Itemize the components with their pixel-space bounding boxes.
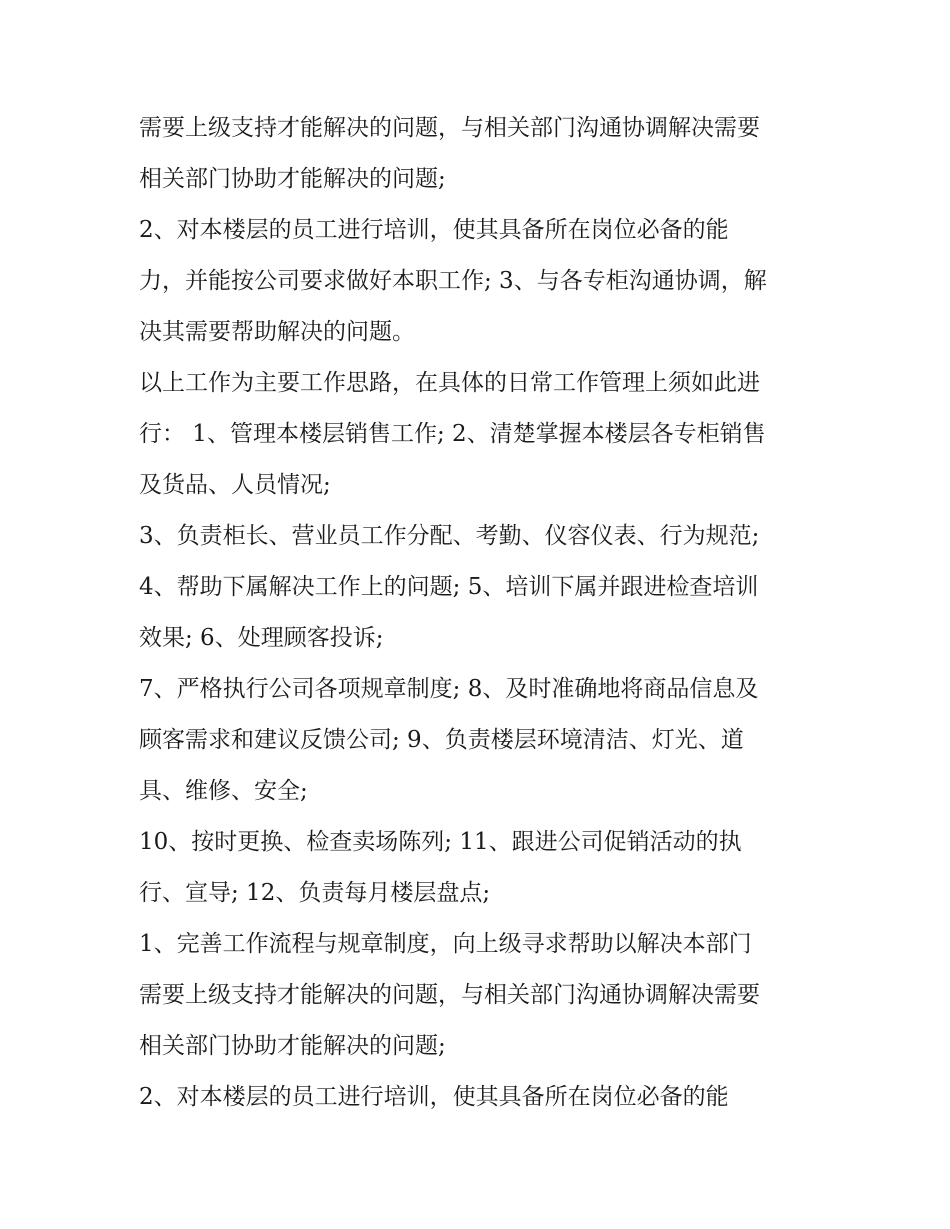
text-line: 相关部门协助才能解决的问题; — [139, 166, 446, 192]
text-line: 行： 1、管理本楼层销售工作; 2、清楚掌握本楼层各专柜销售 — [139, 421, 766, 447]
text-line: 3、负责柜长、营业员工作分配、考勤、仪容仪表、行为规范; — [139, 523, 760, 549]
text-line: 相关部门协助才能解决的问题; — [139, 1033, 446, 1059]
text-line: 及货品、人员情况; — [139, 472, 331, 498]
text-line: 需要上级支持才能解决的问题，与相关部门沟通协调解决需要 — [139, 115, 760, 141]
text-line: 效果; 6、处理顾客投诉; — [139, 625, 384, 651]
text-line: 1、完善工作流程与规章制度，向上级寻求帮助以解决本部门 — [139, 931, 752, 957]
text-line: 7、严格执行公司各项规章制度; 8、及时准确地将商品信息及 — [139, 676, 759, 702]
text-line: 2、对本楼层的员工进行培训，使其具备所在岗位必备的能 — [139, 217, 729, 243]
text-line: 顾客需求和建议反馈公司; 9、负责楼层环境清洁、灯光、道 — [139, 727, 744, 753]
text-line: 力，并能按公司要求做好本职工作; 3、与各专柜沟通协调，解 — [139, 268, 767, 294]
text-line: 2、对本楼层的员工进行培训，使其具备所在岗位必备的能 — [139, 1084, 729, 1110]
text-line: 需要上级支持才能解决的问题，与相关部门沟通协调解决需要 — [139, 982, 760, 1008]
text-line: 以上工作为主要工作思路，在具体的日常工作管理上须如此进 — [139, 370, 760, 396]
text-line: 具、维修、安全; — [139, 778, 308, 804]
text-line: 行、宣导; 12、负责每月楼层盘点; — [139, 880, 491, 906]
text-line: 10、按时更换、检查卖场陈列; 11、跟进公司促销活动的执 — [139, 829, 742, 855]
body-text — [139, 103, 829, 1123]
text-line: 决其需要帮助解决的问题。 — [139, 319, 415, 345]
text-line: 4、帮助下属解决工作上的问题; 5、培训下属并跟进检查培训 — [139, 574, 759, 600]
